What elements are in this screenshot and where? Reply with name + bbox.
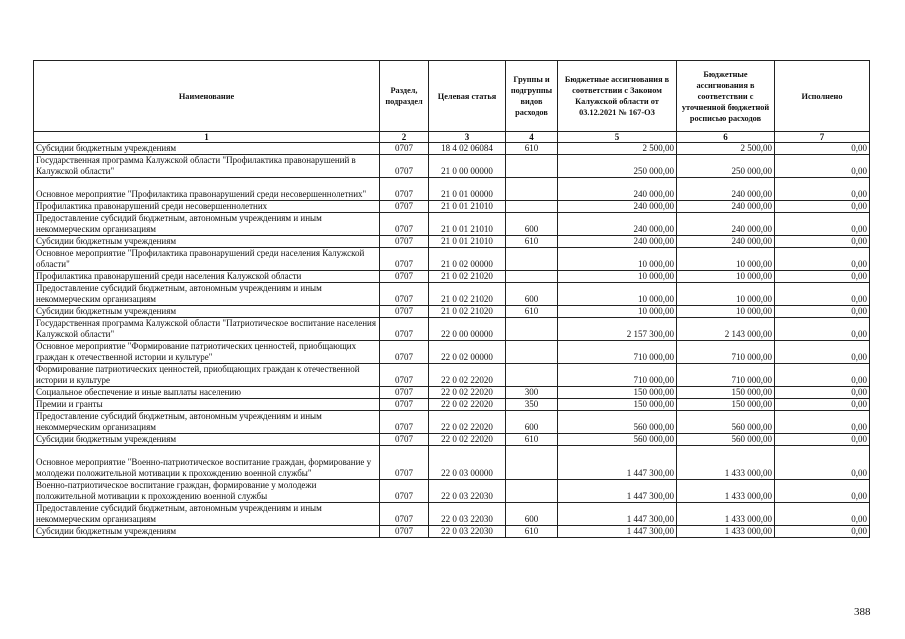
row-group-cell: 610	[506, 143, 558, 155]
row-section-cell: 0707	[380, 318, 429, 341]
row-group-cell	[506, 271, 558, 283]
table-row	[34, 318, 870, 341]
row-executed-amount-cell: 0,00	[775, 248, 870, 271]
table-body	[34, 143, 870, 538]
row-refined-amount-cell: 1 433 000,00	[677, 526, 775, 538]
table-row	[34, 306, 870, 318]
row-target-cell: 22 0 02 22020	[429, 387, 506, 399]
table-row	[34, 411, 870, 434]
row-section-cell: 0707	[380, 411, 429, 434]
row-refined-amount-cell: 250 000,00	[677, 155, 775, 178]
header-name: Наименование	[34, 61, 380, 132]
table-row	[34, 341, 870, 364]
table-row	[34, 434, 870, 446]
row-name-cell: Основное мероприятие "Военно-патриотическое воспитание граждан, формирование у молодежи положительной мотивации к прохождению военной службы"	[34, 446, 380, 480]
row-section-cell: 0707	[380, 526, 429, 538]
table-row	[34, 236, 870, 248]
header-target: Целевая статья	[429, 61, 506, 132]
row-section-cell: 0707	[380, 283, 429, 306]
row-law-amount-cell: 240 000,00	[558, 236, 677, 248]
row-law-amount-cell: 2 500,00	[558, 143, 677, 155]
row-executed-amount-cell: 0,00	[775, 283, 870, 306]
row-target-cell: 21 0 02 21020	[429, 271, 506, 283]
row-law-amount-cell: 1 447 300,00	[558, 503, 677, 526]
row-executed-amount-cell: 0,00	[775, 271, 870, 283]
row-name-cell: Субсидии бюджетным учреждениям	[34, 434, 380, 446]
row-group-cell: 610	[506, 236, 558, 248]
row-group-cell	[506, 155, 558, 178]
column-number: 7	[775, 132, 870, 143]
row-name-cell: Субсидии бюджетным учреждениям	[34, 526, 380, 538]
table-row	[34, 155, 870, 178]
row-target-cell: 21 0 01 00000	[429, 178, 506, 201]
row-law-amount-cell: 1 447 300,00	[558, 480, 677, 503]
row-law-amount-cell: 240 000,00	[558, 178, 677, 201]
row-refined-amount-cell: 710 000,00	[677, 341, 775, 364]
row-refined-amount-cell: 150 000,00	[677, 399, 775, 411]
row-group-cell: 600	[506, 411, 558, 434]
row-group-cell: 600	[506, 213, 558, 236]
row-target-cell: 22 0 03 22030	[429, 526, 506, 538]
row-target-cell: 22 0 03 22030	[429, 503, 506, 526]
row-executed-amount-cell: 0,00	[775, 364, 870, 387]
page-number: 388	[854, 606, 871, 618]
row-target-cell: 22 0 02 00000	[429, 341, 506, 364]
row-name-cell: Предоставление субсидий бюджетным, автономным учреждениям и иным некоммерческим организациям	[34, 411, 380, 434]
row-target-cell: 21 0 00 00000	[429, 155, 506, 178]
table-row	[34, 399, 870, 411]
budget-table-sheet	[33, 60, 869, 538]
row-refined-amount-cell: 240 000,00	[677, 201, 775, 213]
row-law-amount-cell: 10 000,00	[558, 283, 677, 306]
table-row	[34, 201, 870, 213]
table-row	[34, 271, 870, 283]
table-row	[34, 283, 870, 306]
row-executed-amount-cell: 0,00	[775, 341, 870, 364]
row-executed-amount-cell: 0,00	[775, 155, 870, 178]
row-law-amount-cell: 1 447 300,00	[558, 446, 677, 480]
row-name-cell: Субсидии бюджетным учреждениям	[34, 236, 380, 248]
row-target-cell: 22 0 02 22020	[429, 399, 506, 411]
row-refined-amount-cell: 2 500,00	[677, 143, 775, 155]
row-law-amount-cell: 240 000,00	[558, 213, 677, 236]
row-group-cell	[506, 318, 558, 341]
header-refined-allocation: Бюджетные ассигнования в соответствии с уточненной бюджетной росписью расходов	[677, 61, 775, 132]
row-group-cell	[506, 480, 558, 503]
row-group-cell	[506, 201, 558, 213]
row-section-cell: 0707	[380, 399, 429, 411]
row-refined-amount-cell: 240 000,00	[677, 178, 775, 201]
row-section-cell: 0707	[380, 236, 429, 248]
row-group-cell: 610	[506, 434, 558, 446]
row-refined-amount-cell: 2 143 000,00	[677, 318, 775, 341]
row-law-amount-cell: 710 000,00	[558, 341, 677, 364]
table-row	[34, 364, 870, 387]
row-group-cell: 300	[506, 387, 558, 399]
row-target-cell: 22 0 00 00000	[429, 318, 506, 341]
row-refined-amount-cell: 10 000,00	[677, 271, 775, 283]
row-group-cell	[506, 178, 558, 201]
row-name-cell: Формирование патриотических ценностей, приобщающих граждан к отечественной истории и культуре	[34, 364, 380, 387]
row-name-cell: Основное мероприятие "Профилактика правонарушений среди несовершеннолетних"	[34, 178, 380, 201]
row-name-cell: Предоставление субсидий бюджетным, автономным учреждениям и иным некоммерческим организациям	[34, 503, 380, 526]
row-refined-amount-cell: 560 000,00	[677, 411, 775, 434]
budget-table	[33, 60, 870, 538]
row-section-cell: 0707	[380, 248, 429, 271]
column-number: 5	[558, 132, 677, 143]
row-group-cell	[506, 248, 558, 271]
row-target-cell: 22 0 03 00000	[429, 446, 506, 480]
row-target-cell: 21 0 02 00000	[429, 248, 506, 271]
row-name-cell: Премии и гранты	[34, 399, 380, 411]
row-name-cell: Предоставление субсидий бюджетным, автономным учреждениям и иным некоммерческим организациям	[34, 283, 380, 306]
row-refined-amount-cell: 1 433 000,00	[677, 503, 775, 526]
row-law-amount-cell: 150 000,00	[558, 399, 677, 411]
row-name-cell: Профилактика правонарушений среди населения Калужской области	[34, 271, 380, 283]
row-refined-amount-cell: 150 000,00	[677, 387, 775, 399]
row-target-cell: 21 0 01 21010	[429, 236, 506, 248]
row-refined-amount-cell: 10 000,00	[677, 248, 775, 271]
row-executed-amount-cell: 0,00	[775, 399, 870, 411]
row-refined-amount-cell: 240 000,00	[677, 236, 775, 248]
row-section-cell: 0707	[380, 201, 429, 213]
row-name-cell: Государственная программа Калужской области "Профилактика правонарушений в Калужской области"	[34, 155, 380, 178]
row-target-cell: 22 0 03 22030	[429, 480, 506, 503]
row-section-cell: 0707	[380, 387, 429, 399]
row-target-cell: 21 0 02 21020	[429, 306, 506, 318]
row-target-cell: 21 0 02 21020	[429, 283, 506, 306]
row-name-cell: Субсидии бюджетным учреждениям	[34, 306, 380, 318]
row-name-cell: Основное мероприятие "Профилактика правонарушений среди населения Калужской области"	[34, 248, 380, 271]
row-law-amount-cell: 560 000,00	[558, 434, 677, 446]
row-section-cell: 0707	[380, 341, 429, 364]
row-group-cell	[506, 341, 558, 364]
row-target-cell: 22 0 02 22020	[429, 364, 506, 387]
row-law-amount-cell: 560 000,00	[558, 411, 677, 434]
table-row	[34, 503, 870, 526]
row-executed-amount-cell: 0,00	[775, 236, 870, 248]
row-refined-amount-cell: 560 000,00	[677, 434, 775, 446]
row-executed-amount-cell: 0,00	[775, 387, 870, 399]
column-number-row	[34, 132, 870, 143]
row-refined-amount-cell: 240 000,00	[677, 213, 775, 236]
row-executed-amount-cell: 0,00	[775, 503, 870, 526]
row-law-amount-cell: 10 000,00	[558, 306, 677, 318]
row-executed-amount-cell: 0,00	[775, 143, 870, 155]
column-number: 3	[429, 132, 506, 143]
row-name-cell: Военно-патриотическое воспитание граждан, формирование у молодежи положительной мотивации к прохождению военной службы	[34, 480, 380, 503]
row-executed-amount-cell: 0,00	[775, 306, 870, 318]
row-target-cell: 22 0 02 22020	[429, 411, 506, 434]
row-section-cell: 0707	[380, 143, 429, 155]
row-law-amount-cell: 1 447 300,00	[558, 526, 677, 538]
row-name-cell: Государственная программа Калужской области "Патриотическое воспитание населения Калужской области"	[34, 318, 380, 341]
column-number: 6	[677, 132, 775, 143]
row-group-cell	[506, 446, 558, 480]
row-target-cell: 21 0 01 21010	[429, 213, 506, 236]
table-row	[34, 213, 870, 236]
row-law-amount-cell: 2 157 300,00	[558, 318, 677, 341]
row-refined-amount-cell: 10 000,00	[677, 306, 775, 318]
row-section-cell: 0707	[380, 480, 429, 503]
header-executed: Исполнено	[775, 61, 870, 132]
row-executed-amount-cell: 0,00	[775, 201, 870, 213]
header-law-allocation: Бюджетные ассигнования в соответствии с Законом Калужской области от 03.12.2021 № 167-ОЗ	[558, 61, 677, 132]
row-executed-amount-cell: 0,00	[775, 178, 870, 201]
row-target-cell: 18 4 02 06084	[429, 143, 506, 155]
row-section-cell: 0707	[380, 503, 429, 526]
header-section: Раздел, подраздел	[380, 61, 429, 132]
row-group-cell: 610	[506, 306, 558, 318]
table-row	[34, 446, 870, 480]
row-section-cell: 0707	[380, 364, 429, 387]
row-executed-amount-cell: 0,00	[775, 434, 870, 446]
table-row	[34, 178, 870, 201]
row-executed-amount-cell: 0,00	[775, 526, 870, 538]
row-law-amount-cell: 10 000,00	[558, 248, 677, 271]
row-section-cell: 0707	[380, 434, 429, 446]
table-row	[34, 526, 870, 538]
row-group-cell	[506, 364, 558, 387]
row-refined-amount-cell: 1 433 000,00	[677, 480, 775, 503]
row-group-cell: 350	[506, 399, 558, 411]
row-section-cell: 0707	[380, 178, 429, 201]
row-law-amount-cell: 710 000,00	[558, 364, 677, 387]
table-row	[34, 387, 870, 399]
row-name-cell: Основное мероприятие "Формирование патриотических ценностей, приобщающих граждан к отечественной истории и культуре"	[34, 341, 380, 364]
table-row	[34, 143, 870, 155]
row-section-cell: 0707	[380, 271, 429, 283]
column-number: 4	[506, 132, 558, 143]
row-executed-amount-cell: 0,00	[775, 213, 870, 236]
row-law-amount-cell: 10 000,00	[558, 271, 677, 283]
row-refined-amount-cell: 1 433 000,00	[677, 446, 775, 480]
column-number: 1	[34, 132, 380, 143]
row-name-cell: Предоставление субсидий бюджетным, автономным учреждениям и иным некоммерческим организациям	[34, 213, 380, 236]
table-row	[34, 480, 870, 503]
row-refined-amount-cell: 10 000,00	[677, 283, 775, 306]
row-name-cell: Социальное обеспечение и иные выплаты населению	[34, 387, 380, 399]
row-group-cell: 600	[506, 283, 558, 306]
row-law-amount-cell: 150 000,00	[558, 387, 677, 399]
row-section-cell: 0707	[380, 213, 429, 236]
row-section-cell: 0707	[380, 306, 429, 318]
row-executed-amount-cell: 0,00	[775, 480, 870, 503]
header-group: Группы и подгруппы видов расходов	[506, 61, 558, 132]
row-section-cell: 0707	[380, 155, 429, 178]
row-name-cell: Профилактика правонарушений среди несовершеннолетних	[34, 201, 380, 213]
table-header	[34, 61, 870, 143]
column-number: 2	[380, 132, 429, 143]
row-name-cell: Субсидии бюджетным учреждениям	[34, 143, 380, 155]
row-executed-amount-cell: 0,00	[775, 446, 870, 480]
row-group-cell: 610	[506, 526, 558, 538]
row-section-cell: 0707	[380, 446, 429, 480]
row-group-cell: 600	[506, 503, 558, 526]
row-refined-amount-cell: 710 000,00	[677, 364, 775, 387]
row-target-cell: 22 0 02 22020	[429, 434, 506, 446]
row-executed-amount-cell: 0,00	[775, 411, 870, 434]
row-law-amount-cell: 250 000,00	[558, 155, 677, 178]
table-row	[34, 248, 870, 271]
row-executed-amount-cell: 0,00	[775, 318, 870, 341]
row-target-cell: 21 0 01 21010	[429, 201, 506, 213]
row-law-amount-cell: 240 000,00	[558, 201, 677, 213]
